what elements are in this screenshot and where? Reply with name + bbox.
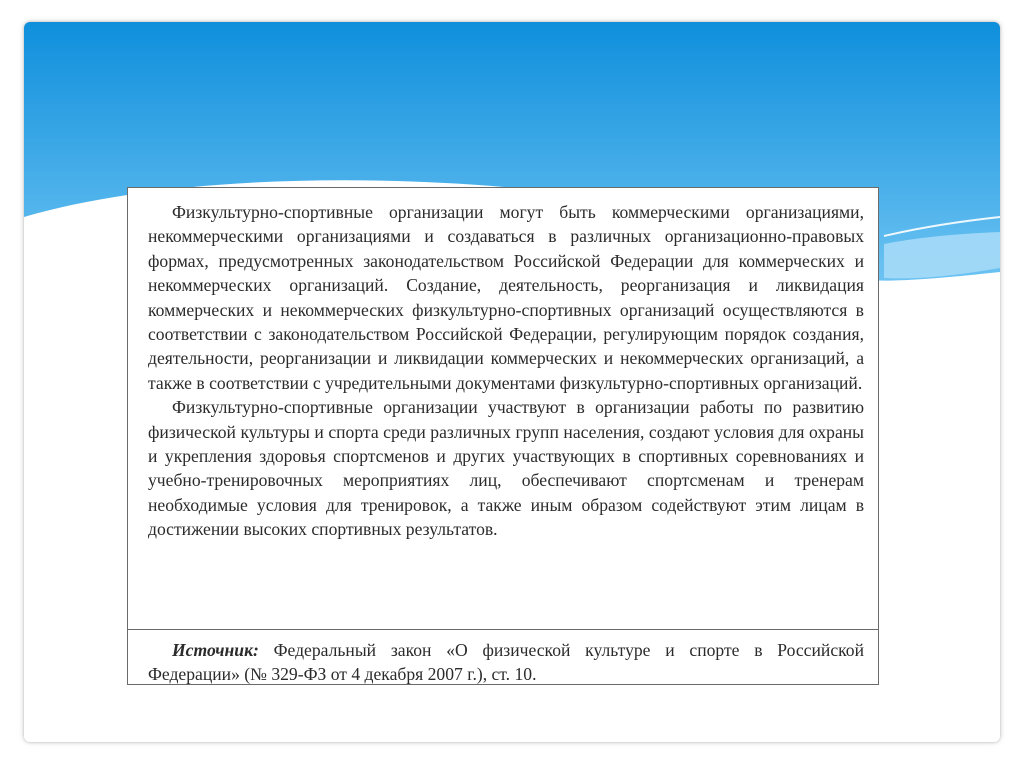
source-text: Федеральный закон «О физической культуре и спорте в Российской Федерации» (№ 329-ФЗ от 4 декабря 2007 г.), ст. 10. bbox=[148, 640, 864, 685]
slide-frame bbox=[24, 22, 1000, 742]
source-label: Источник: bbox=[172, 640, 259, 660]
source-citation bbox=[128, 632, 878, 687]
quote-body bbox=[128, 188, 878, 628]
paragraph-1: Физкультурно-спортивные организации могут быть коммерческими организациями, некоммерческими организациями и создаваться в различных организационно-правовых формах, предусмотренных законодательством Российской Федерации для коммерческих и некоммерческих организаций. Создание, деятельность, реорганизация и ликвидация коммерческих и некоммерческих физкультурно-спортивных организаций осуществляются в соответствии с законодательством Российской Федерации, регулирующим порядок создания, деятельности, реорганизации и ликвидации коммерческих и некоммерческих организаций, а также в соответствии с учредительными документами физкультурно-спортивных организаций. bbox=[148, 202, 864, 393]
quote-box bbox=[127, 187, 879, 685]
paragraph-2: Физкультурно-спортивные организации участвуют в организации работы по развитию физической культуры и спорта среди различных групп населения, создают условия для охраны и укрепления здоровья спортсменов и других участвующих в спортивных соревнованиях и учебно-тренировочных мероприятиях лиц, обеспечивают спортсменам и тренерам необходимые условия для тренировок, а также иным образом содействуют этим лицам в достижении высоких спортивных результатов. bbox=[148, 397, 864, 540]
source-divider bbox=[128, 629, 878, 630]
